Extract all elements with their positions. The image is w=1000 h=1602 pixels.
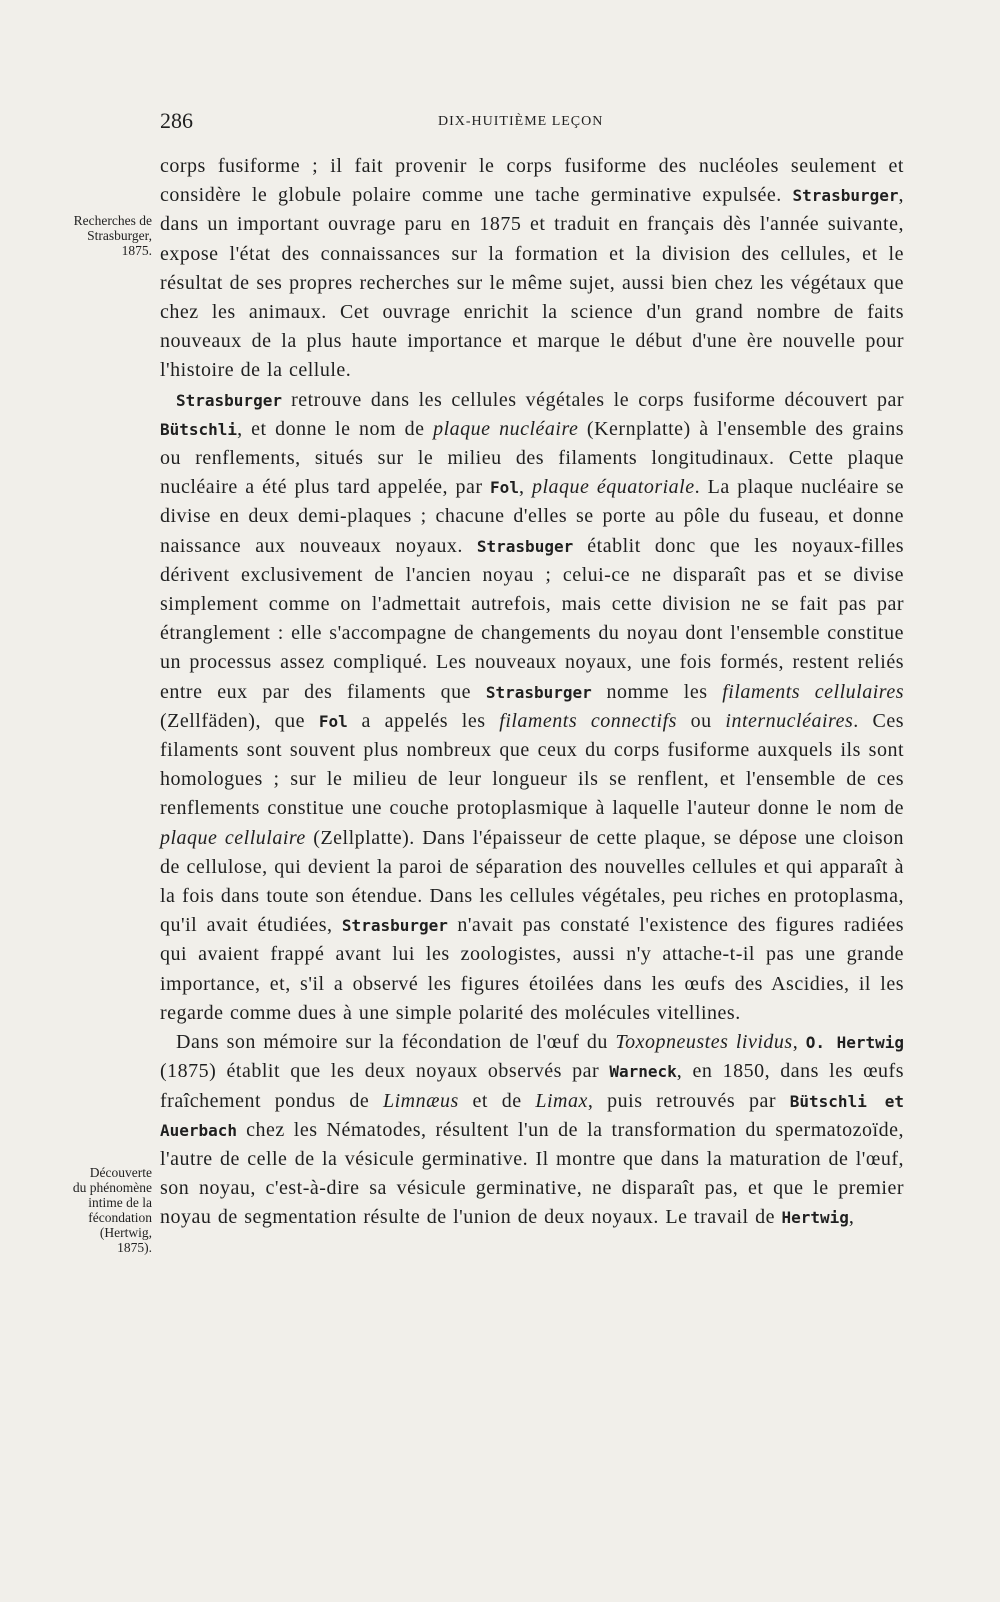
margin-note-line: Recherches de [73, 213, 152, 228]
text-run: n'avait pas constaté l'existence des figures radiées qui avaient frappé avant lui les zoologistes, aussi n'y attache-t-il pas une grande importance, et, s'il a observé les figures étoilées dans les œufs des Ascidies, il les regarde comme dues à une simple polarité des molécules vitellines. [160, 914, 904, 1024]
italic-term: filaments connectifs [499, 709, 677, 732]
italic-term: Limnæus [382, 1089, 459, 1112]
text-run: chez les Nématodes, résultent l'un de la transformation du spermatozoïde, l'autre de celle de la vésicule germinative. Il montre que dans la maturation de l'œuf, son noyau, c'est-à-dire sa vésicule germinative, ne disparaît pas, et que le premier noyau de segmentation résulte de l'union de deux noyaux. Le travail de [160, 1118, 904, 1229]
text-run: (Kernplatte) à l'ensemble des grains ou renflements, situés sur le milieu des filaments longitudinaux. Cette plaque nucléaire a été plus tard appelée, par [160, 417, 904, 499]
text-run: a appelés les [347, 709, 500, 732]
text-run: nomme les [591, 680, 723, 703]
text-run: (Zellplatte). Dans l'épaisseur de cette plaque, se dépose une cloison de cellulose, qui devient la paroi de séparation des nouvelles cellules et qui apparaît à la fois dans toute son étendue. Dans les cellules végétales, peu riches en protoplasma, qu'il avait étudiées, [160, 826, 904, 937]
text-run: , [518, 476, 532, 499]
italic-term: plaque nucléaire [433, 417, 579, 440]
author-name: Strasburger [341, 916, 448, 936]
italic-term: Limax [535, 1089, 588, 1112]
margin-note-line: du phénomène [72, 1180, 152, 1195]
text-run: Dans son mémoire sur la fécondation de l'œuf du [176, 1031, 616, 1054]
margin-note-line: 1875. [121, 243, 152, 258]
running-title: DIX-HUITIÈME LEÇON [438, 114, 604, 129]
paragraph [160, 1028, 904, 1232]
paragraph [160, 386, 904, 1028]
text-run: retrouve dans les cellules végétales le corps fusiforme découvert par [281, 388, 904, 411]
margin-note-line: fécondation [88, 1210, 152, 1225]
margin-note-line: Découverte [89, 1165, 152, 1180]
margin-note-hertwig [40, 1165, 152, 1255]
margin-note-line: Strasburger, [87, 228, 152, 243]
text-run: , en 1850, dans les œufs fraîchement pondus de [160, 1060, 904, 1112]
author-name: Strasbuger [476, 536, 574, 556]
page-number: 286 [160, 108, 193, 133]
italic-term: plaque équatoriale [531, 476, 695, 499]
text-run: (1875) établit que les deux noyaux observés par [160, 1060, 610, 1083]
author-name: Strasburger [792, 186, 899, 206]
italic-term: internucléaires [725, 709, 854, 732]
text-run: corps fusiforme ; il fait provenir le corps fusiforme des nucléoles seulement et considère le globule polaire comme une tache germinative expulsée. [160, 155, 904, 207]
author-name: O. Hertwig [805, 1033, 905, 1053]
text-run: établit donc que les noyaux-filles dérivent exclusivement de l'ancien noyau ; celui-ce ne disparaît pas et se divise simplement comme on l'admettait autrefois, mais cette division ne se fait pas par étranglement : elle s'accompagne de changements du noyau dont l'ensemble constitue un processus assez compliqué. Les nouveaux noyaux, une fois formés, restent reliés entre eux par des filaments que [160, 534, 905, 703]
margin-note-strasburger [40, 213, 152, 258]
italic-term: filaments cellulaires [722, 680, 904, 703]
text-run: . La plaque nucléaire se divise en deux demi-plaques ; chacune d'elles se porte au pôle du fuseau, et donne naissance aux nouveaux noyaux. [160, 476, 904, 557]
author-name: Strasburger [176, 390, 282, 410]
text-run: , puis retrouvés par [587, 1089, 790, 1112]
author-name: Hertwig [781, 1208, 849, 1228]
text-run: , [848, 1206, 855, 1229]
italic-term: plaque cellulaire [160, 826, 306, 849]
text-run: et de [458, 1089, 536, 1112]
margin-note-line: intime de la [88, 1195, 152, 1210]
author-name: Warneck [609, 1062, 677, 1082]
paragraph [160, 152, 904, 386]
author-name: Fol [318, 711, 348, 731]
text-run: , et donne le nom de [237, 417, 434, 440]
margin-note-line: 1875). [117, 1240, 152, 1255]
running-head [160, 108, 904, 138]
text-run: , [792, 1031, 806, 1054]
italic-term: Toxopneustes lividus [615, 1031, 793, 1054]
text-run: (Zellfäden), que [160, 709, 319, 732]
margin-note-line: (Hertwig, [99, 1225, 152, 1240]
author-name: Strasburger [485, 682, 592, 702]
text-run: , dans un important ouvrage paru en 1875 et traduit en français dès l'année suivante, expose l'état des connaissances sur la formation et la division des cellules, et le résultat de ses propres recherches sur le même sujet, aussi bien chez les végétaux que chez les animaux. Cet ouvrage enrichit la science d'un grand nombre de faits nouveaux de la plus haute importance et marque le début d'une ère nouvelle pour l'histoire de la cellule. [160, 184, 904, 382]
author-name: Bütschli et Auerbach [160, 1091, 904, 1140]
text-run: . Ces filaments sont souvent plus nombreux que ceux du corps fusiforme auxquels ils sont homologues ; sur le milieu de leur longueur ils se renflent, et l'ensemble de ces renflements constitue une couche protoplasmique à laquelle l'auteur donne le nom de [160, 709, 904, 820]
author-name: Bütschli [160, 419, 238, 439]
author-name: Fol [490, 478, 519, 498]
body-text [160, 152, 904, 1233]
text-run: ou [676, 709, 726, 732]
